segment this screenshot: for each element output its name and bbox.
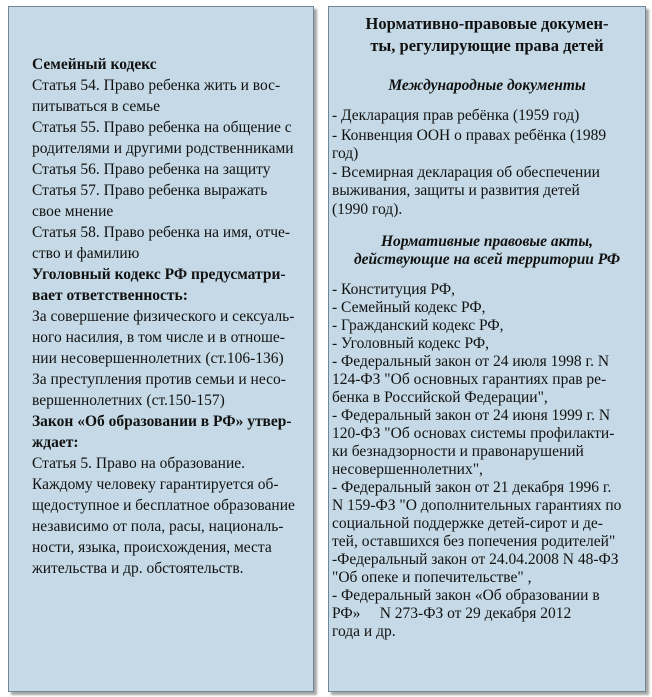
criminal-code-line: За преступления против семьи и несо- bbox=[32, 371, 286, 388]
national-line: - Федеральный закон от 24 июля 1998 г. N bbox=[332, 353, 610, 370]
national-line: 124-ФЗ "Об основных гарантиях прав ре- bbox=[332, 371, 607, 388]
education-law-line: щедоступное и бесплатное образование bbox=[32, 497, 295, 514]
panel-title: Нормативно-правовые докумен- bbox=[365, 14, 609, 33]
national-line: бенка в Российской Федерации", bbox=[332, 389, 548, 406]
national-line: - Федеральный закон от 24 июня 1999 г. N bbox=[332, 407, 611, 424]
national-line: несовершеннолетних", bbox=[332, 461, 483, 478]
international-line: год) bbox=[332, 145, 359, 162]
criminal-code-line: вершеннолетних (ст.150-157) bbox=[32, 392, 225, 409]
national-line: ки безнадзорности и правонарушений bbox=[332, 443, 584, 460]
national-line: - Семейный кодекс РФ, bbox=[332, 299, 486, 316]
criminal-code-line: нии несовершеннолетних (ст.106-136) bbox=[32, 350, 284, 367]
national-line: 120-ФЗ "Об основах системы профилакти- bbox=[332, 425, 615, 442]
national-line: -Федеральный закон от 24.04.2008 N 48-ФЗ bbox=[332, 551, 619, 568]
international-line: - Всемирная декларация об обеспечении bbox=[332, 164, 600, 181]
national-line: - Гражданский кодекс РФ, bbox=[332, 317, 504, 334]
national-heading: действующие на всей территории РФ bbox=[353, 251, 621, 268]
national-line: РФ» N 273-ФЗ от 29 декабря 2012 bbox=[332, 605, 572, 622]
national-line: - Уголовный кодекс РФ, bbox=[332, 335, 490, 352]
national-line: тей, оставшихся без попечения родителей" bbox=[332, 533, 616, 550]
panel-title: ты, регулирующие права детей bbox=[370, 36, 604, 55]
family-code-line: Статья 57. Право ребенка выражать bbox=[32, 182, 268, 199]
national-heading: Нормативные правовые акты, bbox=[381, 233, 593, 250]
right-panel bbox=[328, 6, 646, 692]
family-code-line: питываться в семье bbox=[32, 98, 160, 115]
international-line: выживания, защиты и развития детей bbox=[332, 182, 580, 199]
education-law-line: жительства и др. обстоятельств. bbox=[32, 560, 244, 577]
national-line: года и др. bbox=[332, 623, 396, 640]
education-law-line: ности, языка, происхождения, места bbox=[32, 539, 272, 556]
family-code-line: свое мнение bbox=[32, 203, 114, 220]
education-law-heading: ждает: bbox=[32, 434, 79, 451]
national-line: - Федеральный закон от 21 декабря 1996 г. bbox=[332, 479, 612, 496]
family-code-heading: Семейный кодекс bbox=[32, 56, 157, 73]
education-law-line: Статья 5. Право на образование. bbox=[32, 455, 246, 472]
criminal-code-line: За совершение физического и сексуаль- bbox=[32, 308, 295, 325]
education-law-heading: Закон «Об образовании в РФ» утвер- bbox=[32, 413, 292, 430]
family-code-line: Статья 56. Право ребенка на защиту bbox=[32, 161, 271, 178]
international-line: (1990 год). bbox=[332, 201, 403, 218]
international-line: - Декларация прав ребёнка (1959 год) bbox=[332, 107, 580, 124]
family-code-line: Статья 54. Право ребенка жить и вос- bbox=[32, 77, 281, 94]
left-panel bbox=[8, 6, 314, 692]
education-law-line: независимо от пола, расы, националь- bbox=[32, 518, 284, 535]
criminal-code-heading: вает ответственность: bbox=[32, 287, 188, 304]
national-line: N 159-ФЗ "О дополнительных гарантиях по bbox=[332, 497, 622, 514]
family-code-line: Статья 55. Право ребенка на общение с bbox=[32, 119, 292, 136]
national-line: социальной поддержке детей-сирот и де- bbox=[332, 515, 603, 532]
national-line: - Федеральный закон «Об образовании в bbox=[332, 587, 600, 604]
criminal-code-line: ного насилия, в том числе и в отноше- bbox=[32, 329, 285, 346]
criminal-code-heading: Уголовный кодекс РФ предусматри- bbox=[32, 266, 286, 283]
education-law-line: Каждому человеку гарантируется об- bbox=[32, 476, 279, 493]
family-code-line: Статья 58. Право ребенка на имя, отче- bbox=[32, 224, 291, 241]
national-line: - Конституция РФ, bbox=[332, 281, 455, 298]
national-line: "Об опеке и попечительстве" , bbox=[332, 569, 532, 586]
international-heading: Международные документы bbox=[388, 77, 586, 94]
family-code-line: родителями и другими родственниками bbox=[32, 140, 294, 157]
international-line: - Конвенция ООН о правах ребёнка (1989 bbox=[332, 127, 607, 144]
family-code-line: ство и фамилию bbox=[32, 245, 140, 262]
